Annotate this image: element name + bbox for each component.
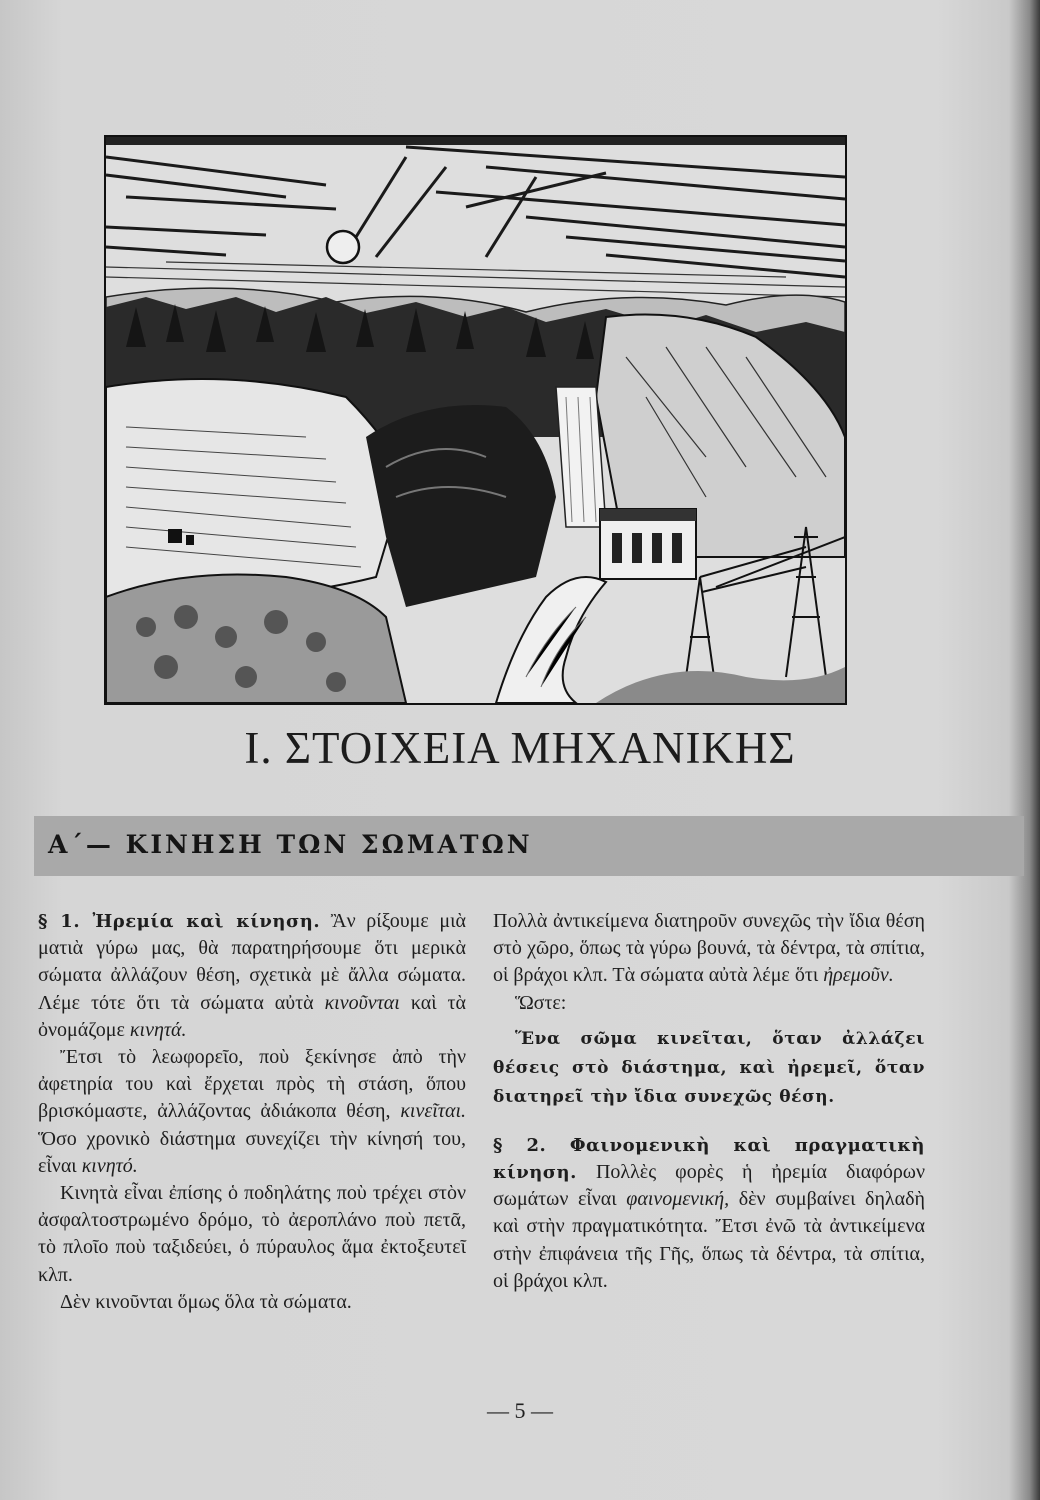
paragraph-4: Δὲν κινοῦνται ὅμως ὅλα τὰ σώματα. xyxy=(60,1290,352,1313)
section-2-heading: § 2. Φαινομενικὴ καὶ πραγματικὴ κίνηση. xyxy=(493,1134,925,1184)
paragraph-text: Πολλὲς φορὲς ἡ ἠρεμία διαφόρων σωμάτων εἶναι xyxy=(493,1161,926,1211)
paragraph-7 xyxy=(493,1132,925,1295)
paragraph-2 xyxy=(38,1044,466,1180)
chapter-title: I. ΣΤΟΙΧΕΙΑ ΜΗΧΑΝΙΚΗΣ xyxy=(244,723,796,773)
landscape-illustration xyxy=(104,135,847,705)
paragraph-text: καὶ τὰ ὀνομάζομε xyxy=(38,991,467,1041)
paragraph-text: Ὅσο χρονικὸ διάστημα συνεχίζει τὴν κίνησή του, εἶναι xyxy=(38,1127,466,1177)
paragraph-text: Ἔτσι τὸ λεωφορεῖο, ποὺ ξεκίνησε ἀπὸ τὴν ἀφετηρία του καὶ ἔρχεται πρὸς τὴ στάση, ὅπου βρισκόμαστε, ἀλλάζοντας ἀδιάκοπα θέση, xyxy=(38,1046,466,1123)
section-1-heading: § 1. Ἠρεμία καὶ κίνηση. xyxy=(38,911,321,932)
right-column xyxy=(493,908,925,1295)
emphasis-text: κινητά. xyxy=(129,1018,187,1041)
paragraph-text: δὲν συμβαίνει δηλαδὴ καὶ στὴν πραγματικότητα. Ἔτσι ἐνῶ τὰ ἀντικείμενα στὴν ἐπιφάνεια τῆς Γῆς, ὅπως τὰ δέντρα, τὰ σπίτια, οἱ βράχοι κλπ. xyxy=(493,1188,925,1292)
emphasis-text: κινητό. xyxy=(81,1154,138,1177)
section-title: Α΄— ΚΙΝΗΣΗ ΤΩΝ ΣΩΜΑΤΩΝ xyxy=(48,830,533,859)
paragraph-text: Ἂν ρίξουμε μιὰ ματιὰ γύρω μας, θὰ παρατηρήσουμε ὅτι μερικὰ σώματα ἀλλάζουν θέση, σχετικὰ μὲ ἄλλα σώματα. Λέμε τότε ὅτι τὰ σώματα αὐτὰ xyxy=(38,910,466,1014)
page-number: — 5 — xyxy=(487,1398,553,1423)
paragraph-5 xyxy=(493,908,925,990)
paragraph-1 xyxy=(38,908,466,1044)
emphasis-text: κινοῦνται xyxy=(324,991,400,1014)
sun-icon xyxy=(327,231,359,263)
emphasis-text: ἠρεμοῦν. xyxy=(823,964,894,987)
emphasis-text: κινεῖται. xyxy=(400,1100,466,1123)
paragraph-text: Πολλὰ ἀντικείμενα διατηροῦν συνεχῶς τὴν ἴδια θέση στὸ χῶρο, ὅπως τὰ γύρω βουνά, τὰ δέντρα, τὰ σπίτια, οἱ βράχοι κλπ. Τὰ σώματα αὐτὰ λέμε ὅτι xyxy=(493,910,925,987)
emphasis-text: φαινομενική, xyxy=(626,1188,730,1211)
paragraph-6: Ὥστε: xyxy=(515,991,567,1014)
paragraph-3: Κινητὰ εἶναι ἐπίσης ὁ ποδηλάτης ποὺ τρέχει στὸν ἀσφαλτοστρωμένο δρόμο, τὸ ἀεροπλάνο ποὺ πετᾶ, τὸ πλοῖο ποὺ ταξιδεύει, ὁ πύραυλος ἅμα ἐκτοξευτεῖ κλπ. xyxy=(38,1182,466,1286)
definition-rule: Ἕνα σῶμα κινεῖται, ὅταν ἀλλάζει θέσεις στὸ διάστημα, καὶ ἠρεμεῖ, ὅταν διατηρεῖ τὴν ἴδια συνεχῶς θέση. xyxy=(493,1028,925,1107)
left-column xyxy=(38,908,466,1316)
